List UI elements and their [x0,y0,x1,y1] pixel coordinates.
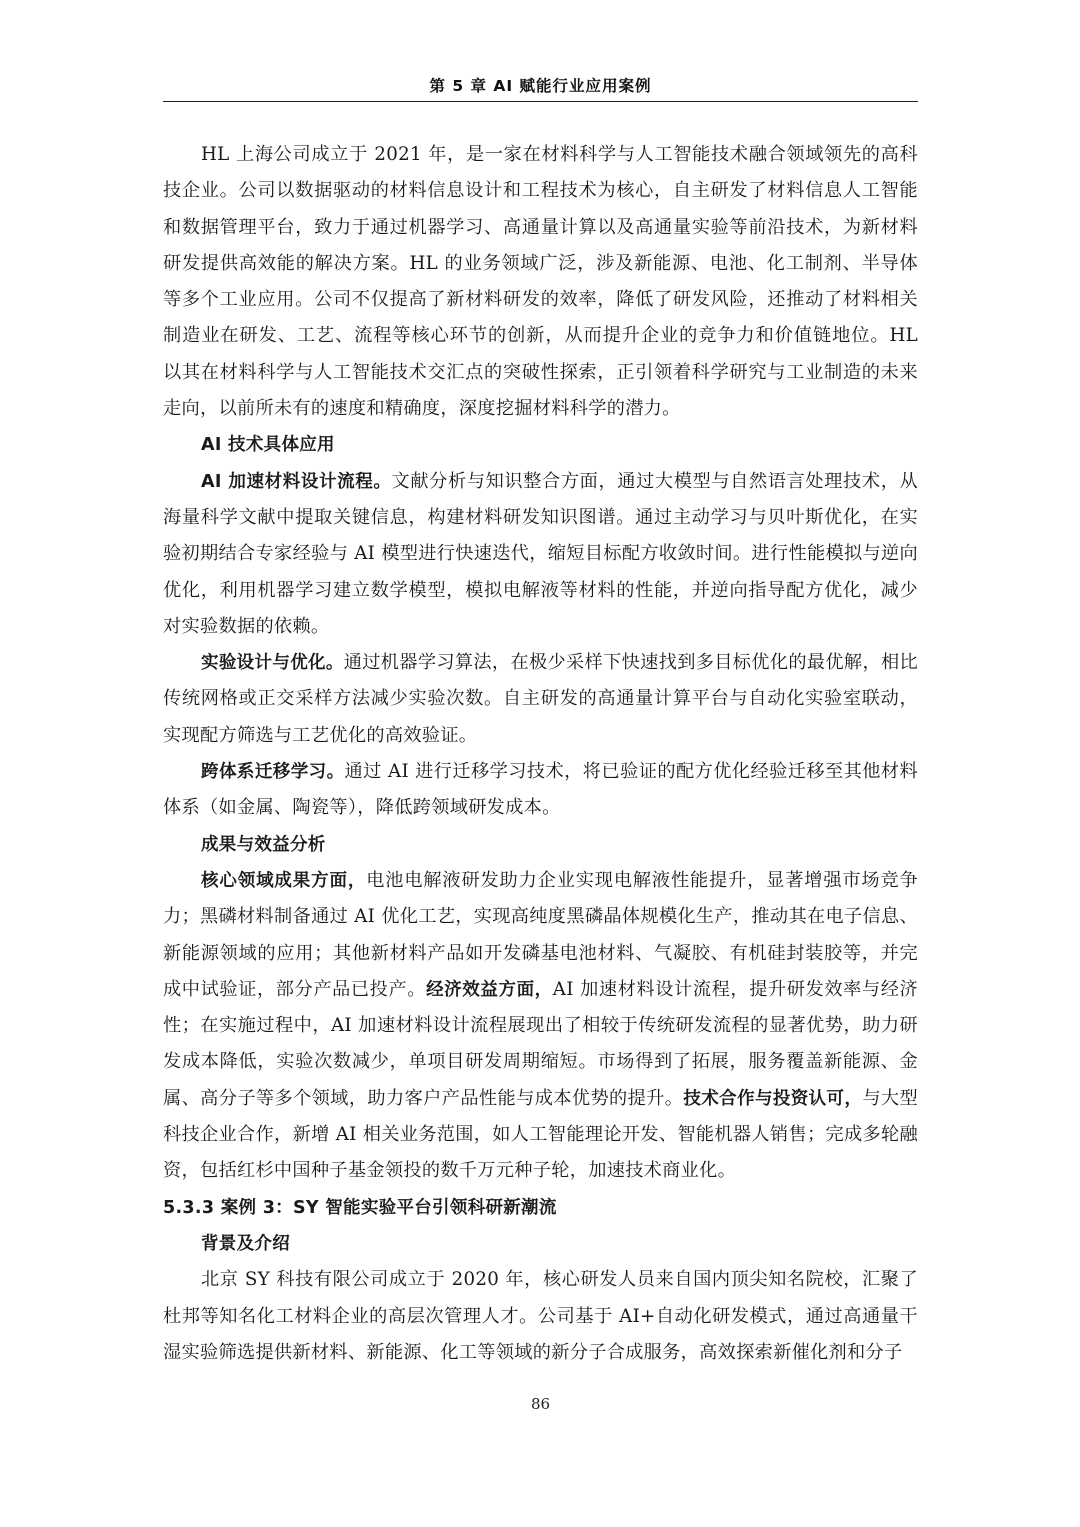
paragraph-results [163,863,918,1190]
paragraph-ai-material-design [163,464,918,645]
chapter-header: 第 5 章 AI 赋能行业应用案例 [429,77,652,95]
document-body [163,137,918,1371]
lead-ai-material-design: AI 加速材料设计流程。 [201,471,392,492]
paragraph-experiment-design [163,645,918,754]
lead-cooperation: 技术合作与投资认可， [683,1088,863,1109]
subheading-results: 成果与效益分析 [201,834,326,855]
body-economic-benefits: AI 加速材料设计流程，提升研发效率与经济性；在实施过程中，AI 加速材料设计流程展现出了相较于传统研发流程的显著优势，助力研发成本降低，实验次数减少，单项目研发周期缩短。市场得到了拓展，服务覆盖新能源、金属、高分子等多个领域，助力客户产品性能与成本优势的提升。 [163,978,918,1109]
paragraph-sy-intro: 北京 SY 科技有限公司成立于 2020 年，核心研发人员来自国内顶尖知名院校，汇聚了杜邦等知名化工材料企业的高层次管理人才。公司基于 AI+自动化研发模式，通过高通量干湿实验筛选提供新材料、新能源、化工等领域的新分子合成服务，高效探索新催化剂和分子 [163,1269,918,1363]
page-number: 86 [530,1395,551,1413]
body-transfer-learning: 通过 AI 进行迁移学习技术，将已验证的配方优化经验迁移至其他材料体系（如金属、陶瓷等），降低跨领域研发成本。 [163,761,918,819]
paragraph-company-intro: HL 上海公司成立于 2021 年，是一家在材料科学与人工智能技术融合领域领先的高科技企业。公司以数据驱动的材料信息设计和工程技术为核心，自主研发了材料信息人工智能和数据管理平台，致力于通过机器学习、高通量计算以及高通量实验等前沿技术，为新材料研发提供高效能的解决方案。HL 的业务领域广泛，涉及新能源、电池、化工制剂、半导体等多个工业应用。公司不仅提高了新材料研发的效率，降低了研发风险，还推动了材料相关制造业在研发、工艺、流程等核心环节的创新，从而提升企业的竞争力和价值链地位。HL 以其在材料科学与人工智能技术交汇点的突破性探索，正引领着科学研究与工业制造的未来走向，以前所未有的速度和精确度，深度挖掘材料科学的潜力。 [163,144,918,420]
paragraph-transfer-learning [163,754,918,827]
lead-core-results: 核心领域成果方面， [201,870,367,891]
header-divider [163,101,918,102]
subheading-background: 背景及介绍 [201,1233,290,1254]
lead-experiment-design: 实验设计与优化。 [201,653,344,674]
lead-transfer-learning: 跨体系迁移学习。 [201,762,345,783]
body-cooperation: 与大型科技企业合作，新增 AI 相关业务范围，如人工智能理论开发、智能机器人销售；完成多轮融资，包括红杉中国种子基金领投的数千万元种子轮，加速技术商业化。 [163,1087,919,1182]
subheading-ai-applications: AI 技术具体应用 [201,435,335,456]
body-core-results: 电池电解液研发助力企业实现电解液性能提升，显著增强市场竞争力；黑磷材料制备通过 AI 优化工艺，实现高纯度黑磷晶体规模化生产，推动其在电子信息、新能源领域的应用；其他新材料产品如开发磷基电池材料、气凝胶、有机硅封装胶等，并完成中试验证，部分产品已投产。 [163,869,919,1000]
body-experiment-design: 通过机器学习算法，在极少采样下快速找到多目标优化的最优解，相比传统网格或正交采样方法减少实验次数。自主研发的高通量计算平台与自动化实验室联动，实现配方筛选与工艺优化的高效验证。 [163,652,918,746]
section-heading-case3: 5.3.3 案例 3：SY 智能实验平台引领科研新潮流 [163,1197,557,1218]
body-ai-material-design: 文献分析与知识整合方面，通过大模型与自然语言处理技术，从海量科学文献中提取关键信息，构建材料研发知识图谱。通过主动学习与贝叶斯优化，在实验初期结合专家经验与 AI 模型进行快速迭代，缩短目标配方收敛时间。进行性能模拟与逆向优化，利用机器学习建立数学模型，模拟电解液等材料的性能，并逆向指导配方优化，减少对实验数据的依赖。 [163,470,918,637]
lead-economic-benefits: 经济效益方面， [426,979,553,1000]
